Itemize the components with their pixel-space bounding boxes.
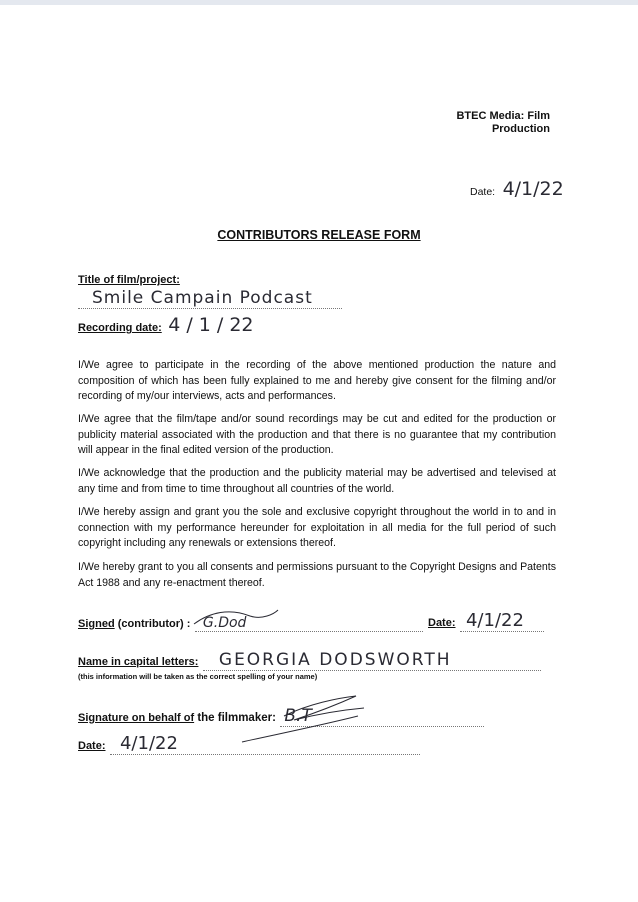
signed-label-rest: (contributor) :: [114, 618, 191, 630]
signed-date-field: [428, 610, 544, 632]
paragraph-2: I/We agree that the film/tape and/or sound recordings may be cut and edited for the production or publicity material associated with the production and that there is no guarantee that my contribution will appear in the final edited version of the production.: [78, 413, 556, 456]
title-value: Smile Campain Podcast: [78, 288, 342, 309]
paragraph-5: I/We hereby grant to you all consents and permissions pursuant to the Copyright Designs and Patents Act 1988 and any re-enactment thereof.: [78, 561, 556, 589]
header-date: [470, 178, 564, 200]
filmmaker-label-rest: the filmmaker:: [194, 712, 276, 724]
filmmaker-label: Signature on behalf of: [78, 712, 195, 724]
filmmaker-signature: B.T: [280, 706, 484, 727]
title-field: [78, 270, 438, 309]
signed-label: Signed: [78, 618, 115, 630]
name-note: (this information will be taken as the correct spelling of your name): [78, 672, 318, 681]
signed-date-label: Date:: [428, 617, 456, 629]
name-field: [78, 650, 541, 671]
paragraph-4: I/We hereby assign and grant you the sole and exclusive copyright throughout the world in to and in connection with my performance hereunder for exploitation in all media for the full period of such copyright including any renewals or extensions thereof.: [78, 506, 556, 549]
date2-value: 4/1/22: [110, 733, 420, 755]
name-label: Name in capital letters:: [78, 656, 199, 668]
header-date-label: Date:: [470, 186, 496, 198]
header-date-value: 4/1/22: [502, 178, 564, 200]
contributor-signature: G.Dod: [195, 615, 423, 632]
title-label: Title of film/project:: [78, 274, 180, 286]
paragraph-1: I/We agree to participate in the recording of the above mentioned production the nature and composition of which has been fully explained to me and hereby give consent for the filming and/or recording of my/our interviews, acts and performances.: [78, 359, 556, 402]
course-line-1: BTEC Media: Film: [456, 110, 550, 122]
top-border: [0, 0, 638, 5]
course-header: [456, 110, 550, 136]
form-title: CONTRIBUTORS RELEASE FORM: [217, 228, 421, 242]
course-line-2: Production: [491, 123, 550, 135]
recording-value: 4 / 1 / 22: [168, 314, 254, 336]
recording-label: Recording date:: [78, 322, 162, 334]
date2-label: Date:: [78, 740, 106, 752]
contributor-signature-flourish: [190, 606, 280, 632]
date2-field: [78, 733, 420, 755]
paragraph-3: I/We acknowledge that the production and the publicity material may be advertised and televised at any time and from time to time throughout all countries of the world.: [78, 467, 556, 495]
recording-field: [78, 314, 254, 336]
name-value: GEORGIA DODSWORTH: [203, 650, 541, 671]
signed-date-value: 4/1/22: [460, 610, 544, 632]
